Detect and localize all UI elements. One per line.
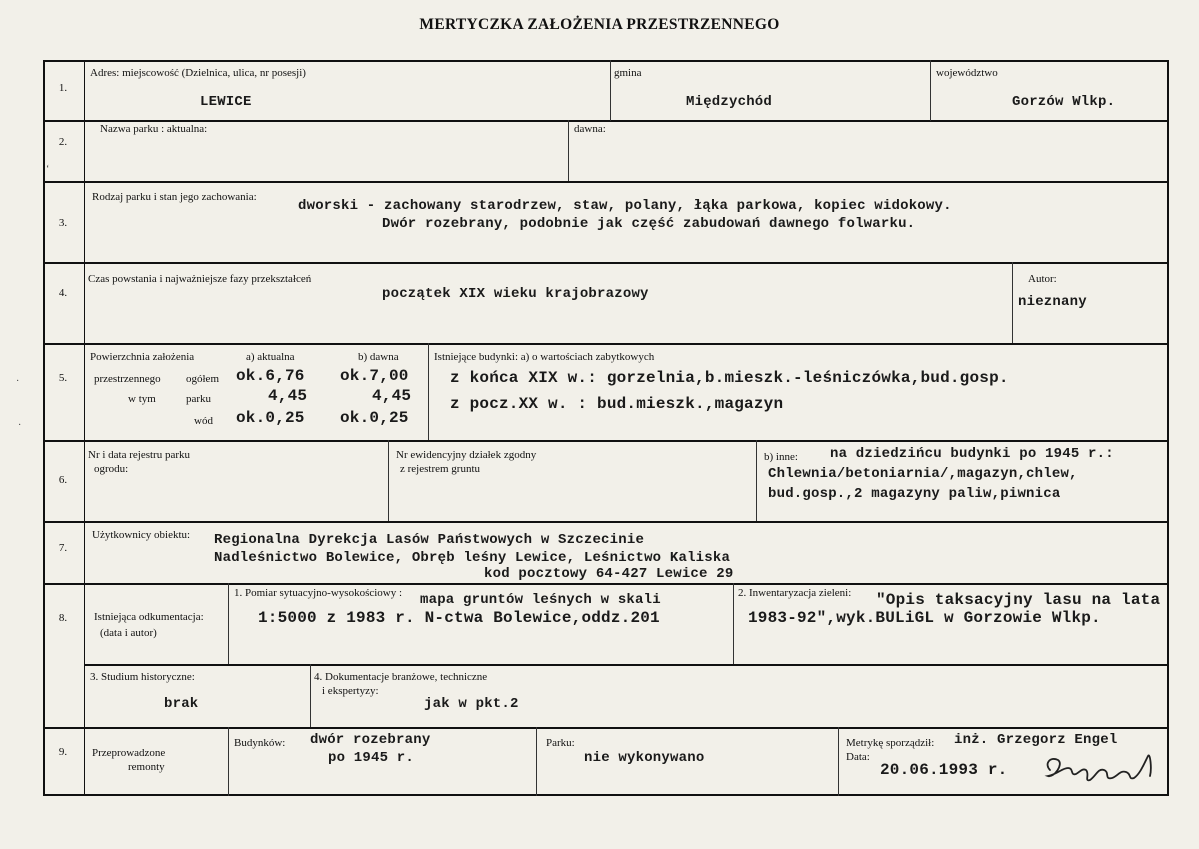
margin-mark: ʻ xyxy=(46,164,50,175)
row-divider xyxy=(43,343,1169,345)
total-label: ogółem xyxy=(186,373,219,385)
technical-docs-value: jak w pkt.2 xyxy=(424,696,519,712)
row-divider xyxy=(43,521,1169,523)
buildings-line: z końca XIX w.: gorzelnia,b.mieszk.-leśniczówka,bud.gosp. xyxy=(450,369,1009,387)
signature xyxy=(1040,750,1164,786)
number-column-line xyxy=(84,60,85,796)
cell-divider xyxy=(930,60,931,121)
former-name-label: dawna: xyxy=(574,123,606,135)
row-divider xyxy=(43,583,1169,585)
total-former: ok.7,00 xyxy=(340,367,409,385)
form-title: MERTYCZKA ZAŁOŻENIA PRZESTRZENNEGO xyxy=(419,16,780,33)
row-number: 5. xyxy=(58,372,68,384)
row-number: 8. xyxy=(58,612,68,624)
row-number: 1. xyxy=(58,82,68,94)
address-label: Adres: miejscowość (Dzielnica, ulica, nr posesji) xyxy=(90,67,306,79)
cell-divider xyxy=(733,583,734,664)
users-line: Nadleśnictwo Bolewice, Obręb leśny Lewice, Leśnictwo Kaliska xyxy=(214,550,731,566)
address-value: LEWICE xyxy=(200,94,252,110)
other-label: b) inne: xyxy=(764,451,798,463)
gmina-label: gmina xyxy=(614,67,642,79)
gmina-value: Międzychód xyxy=(686,94,773,110)
voivodeship-value: Gorzów Wlkp. xyxy=(1012,94,1116,110)
users-line: Regionalna Dyrekcja Lasów Państwowych w Szczecinie xyxy=(214,532,645,548)
survey-line: 1:5000 z 1983 r. N-ctwa Bolewice,oddz.201 xyxy=(258,609,660,627)
col-current-label: a) aktualna xyxy=(246,351,295,363)
voivodeship-label: województwo xyxy=(936,67,998,79)
date-value: 20.06.1993 r. xyxy=(880,761,1008,779)
origin-value: początek XIX wieku krajobrazowy xyxy=(382,286,649,302)
form-frame xyxy=(43,60,1169,796)
cell-divider xyxy=(388,440,389,521)
row-divider xyxy=(43,262,1169,264)
row-number: 4. xyxy=(58,287,68,299)
documentation-label: (data i autor) xyxy=(100,627,157,639)
cell-divider xyxy=(310,664,311,727)
row-number: 6. xyxy=(58,474,68,486)
date-label: Data: xyxy=(846,751,870,763)
history-study-label: 3. Studium historyczne: xyxy=(90,671,195,683)
cell-divider xyxy=(610,60,611,121)
park-former: 4,45 xyxy=(372,387,412,405)
register-label: Nr i data rejestru parku xyxy=(88,449,191,461)
technical-docs-label: i ekspertyzy: xyxy=(322,685,379,697)
row-number: 9. xyxy=(58,746,68,758)
other-line: na dziedzińcu budynki po 1945 r.: xyxy=(830,446,1114,462)
row-divider xyxy=(43,727,1169,729)
cell-divider xyxy=(1012,262,1013,343)
cell-divider xyxy=(428,343,429,440)
row-divider xyxy=(43,120,1169,122)
plots-label: Nr ewidencyjny działek zgodny xyxy=(396,449,537,461)
cell-divider xyxy=(568,120,569,181)
cell-divider xyxy=(756,440,757,521)
users-label: Użytkownicy obiektu: xyxy=(92,529,191,541)
technical-docs-label: 4. Dokumentacje branżowe, techniczne xyxy=(314,671,488,683)
park-name-label: Nazwa parku : aktualna: xyxy=(100,123,208,135)
cell-divider xyxy=(228,583,229,664)
row-number: 3. xyxy=(58,217,68,229)
repairs-label: remonty xyxy=(128,761,165,773)
park-current: 4,45 xyxy=(268,387,308,405)
other-line: Chlewnia/betoniarnia/,magazyn,chlew, xyxy=(768,466,1078,482)
park-label: parku xyxy=(186,393,212,405)
row-number: 2. xyxy=(58,136,68,148)
author-value: nieznany xyxy=(1018,294,1087,310)
register-label: ogrodu: xyxy=(94,463,129,475)
water-current: ok.0,25 xyxy=(236,409,305,427)
park-repairs-label: Parku: xyxy=(546,737,575,749)
users-line: kod pocztowy 64-427 Lewice 29 xyxy=(484,566,734,582)
cell-divider xyxy=(838,727,839,796)
park-type-line: Dwór rozebrany, podobnie jak część zabudowań dawnego folwarku. xyxy=(382,216,916,232)
plots-label: z rejestrem gruntu xyxy=(400,463,481,475)
prepared-by-value: inż. Grzegorz Engel xyxy=(954,732,1118,748)
area-label: przestrzennego xyxy=(94,373,161,385)
buildings-repairs-label: Budynków: xyxy=(234,737,286,749)
area-label: Powierzchnia założenia xyxy=(90,351,195,363)
margin-mark: · xyxy=(18,420,22,431)
margin-mark: · xyxy=(16,376,20,387)
park-type-label: Rodzaj parku i stan jego zachowania: xyxy=(92,191,257,203)
water-label: wód xyxy=(194,415,213,427)
row-number: 7. xyxy=(58,542,68,554)
total-current: ok.6,76 xyxy=(236,367,305,385)
park-type-line: dworski - zachowany starodrzew, staw, polany, łąka parkowa, kopiec widokowy. xyxy=(298,198,952,214)
cell-divider xyxy=(228,727,229,796)
inventory-line: 1983-92",wyk.BULiGL w Gorzowie Wlkp. xyxy=(748,609,1101,627)
area-label: w tym xyxy=(128,393,156,405)
history-study-value: brak xyxy=(164,696,199,712)
buildings-line: z pocz.XX w. : bud.mieszk.,magazyn xyxy=(450,395,784,413)
survey-label: 1. Pomiar sytuacyjno-wysokościowy : xyxy=(234,587,403,599)
origin-label: Czas powstania i najważniejsze fazy przekształceń xyxy=(88,273,312,285)
inventory-label: 2. Inwentaryzacja zieleni: xyxy=(738,587,852,599)
buildings-label: Istniejące budynki: a) o wartościach zabytkowych xyxy=(434,351,655,363)
water-former: ok.0,25 xyxy=(340,409,409,427)
other-line: bud.gosp.,2 magazyny paliw,piwnica xyxy=(768,486,1061,502)
survey-line: mapa gruntów leśnych w skali xyxy=(420,592,661,608)
inventory-line: "Opis taksacyjny lasu na lata xyxy=(876,591,1161,609)
col-former-label: b) dawna xyxy=(358,351,399,363)
prepared-by-label: Metrykę sporządził: xyxy=(846,737,935,749)
repairs-label: Przeprowadzone xyxy=(92,747,166,759)
buildings-repairs-line: po 1945 r. xyxy=(328,750,415,766)
park-repairs-value: nie wykonywano xyxy=(584,750,705,766)
cell-divider xyxy=(536,727,537,796)
documentation-label: Istniejąca odkumentacja: xyxy=(94,611,204,623)
row-divider xyxy=(43,181,1169,183)
row-divider xyxy=(43,440,1169,442)
row-divider xyxy=(84,664,1169,666)
author-label: Autor: xyxy=(1028,273,1057,285)
buildings-repairs-line: dwór rozebrany xyxy=(310,732,431,748)
